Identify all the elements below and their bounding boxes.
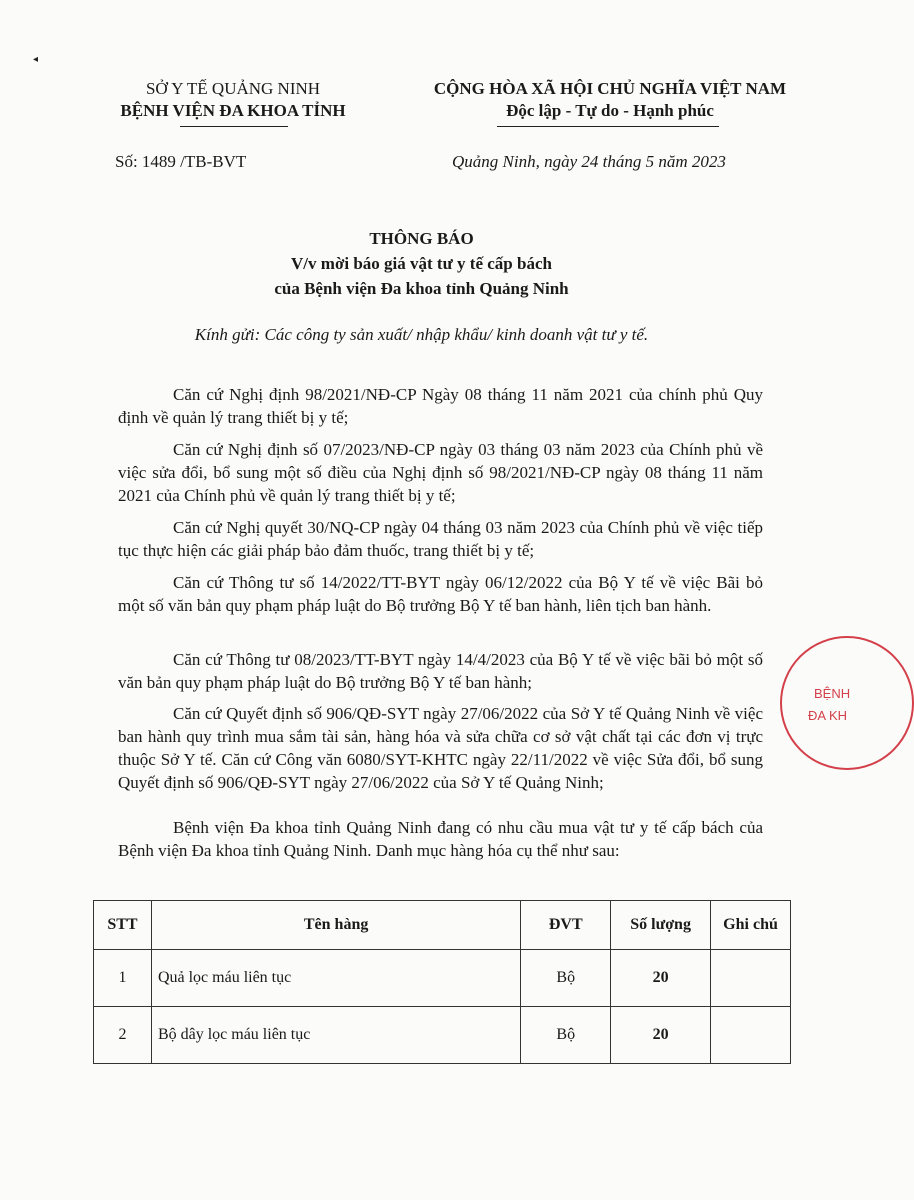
place-date: Quảng Ninh, ngày 24 tháng 5 năm 2023	[452, 152, 726, 171]
paragraph-1: Căn cứ Nghị định 98/2021/NĐ-CP Ngày 08 tháng 11 năm 2021 của chính phủ Quy định về quản lý trang thiết bị y tế;	[118, 385, 763, 427]
cell-unit: Bộ	[521, 950, 611, 1007]
header-stt: STT	[94, 901, 152, 950]
cell-stt: 2	[94, 1007, 152, 1064]
scan-mark: ◂	[33, 54, 39, 65]
items-table	[93, 900, 791, 1064]
national-header	[400, 78, 820, 122]
red-seal-stamp	[780, 636, 914, 770]
table-header-row	[94, 901, 791, 950]
motto-underline	[497, 126, 719, 127]
issuer-name: BỆNH VIỆN ĐA KHOA TỈNH	[120, 101, 346, 120]
recipient-line: Kính gửi: Các công ty sản xuất/ nhập khẩu/ kinh doanh vật tư y tế.	[194, 325, 649, 344]
table-row	[94, 1007, 791, 1064]
header-unit: ĐVT	[521, 901, 611, 950]
issuer-parent: SỞ Y TẾ QUẢNG NINH	[145, 79, 321, 98]
stamp-text-2: ĐA KH	[808, 708, 848, 723]
country-name: CỘNG HÒA XÃ HỘI CHỦ NGHĨA VIỆT NAM	[433, 79, 787, 98]
cell-note	[711, 950, 791, 1007]
cell-note	[711, 1007, 791, 1064]
cell-quantity: 20	[611, 1007, 711, 1064]
paragraph-5: Căn cứ Thông tư 08/2023/TT-BYT ngày 14/4/2023 của Bộ Y tế về việc bãi bỏ một số văn bản quy phạm pháp luật do Bộ trưởng Bộ Y tế ban hành;	[118, 650, 763, 692]
cell-item-name: Bộ dây lọc máu liên tục	[151, 1007, 520, 1064]
issuer-underline	[180, 126, 288, 127]
paragraph-6: Căn cứ Quyết định số 906/QĐ-SYT ngày 27/06/2022 của Sở Y tế Quảng Ninh về việc ban hành quy trình mua sắm tài sản, hàng hóa và sửa chữa cơ sở vật chất tại các đơn vị trực thuộc Sở Y tế. Căn cứ Công văn 6080/SYT-KHTC ngày 22/11/2022 về việc Sửa đổi, bổ sung Quyết định số 906/QĐ-SYT ngày 27/06/2022 của Sở Y tế Quảng Ninh;	[118, 704, 763, 792]
table-row	[94, 950, 791, 1007]
cell-quantity: 20	[611, 950, 711, 1007]
title-line-3: của Bệnh viện Đa khoa tỉnh Quảng Ninh	[274, 279, 569, 298]
header-note: Ghi chú	[711, 901, 791, 950]
paragraph-3: Căn cứ Nghị quyết 30/NQ-CP ngày 04 tháng 03 năm 2023 của Chính phủ về việc tiếp tục thực hiện các giải pháp bảo đảm thuốc, trang thiết bị y tế;	[118, 518, 763, 560]
title-line-1: THÔNG BÁO	[369, 229, 474, 248]
stamp-text-1: BỆNH	[814, 686, 851, 701]
header-item-name: Tên hàng	[151, 901, 520, 950]
paragraph-4: Căn cứ Thông tư số 14/2022/TT-BYT ngày 06/12/2022 của Bộ Y tế về việc Bãi bỏ một số văn bản quy phạm pháp luật do Bộ trưởng Bộ Y tế ban hành, liên tịch ban hành.	[118, 573, 763, 615]
paragraph-7: Bệnh viện Đa khoa tỉnh Quảng Ninh đang có nhu cầu mua vật tư y tế cấp bách của Bệnh viện Đa khoa tỉnh Quảng Ninh. Danh mục hàng hóa cụ thể như sau:	[118, 818, 763, 860]
cell-unit: Bộ	[521, 1007, 611, 1064]
issuer-block	[88, 78, 378, 122]
cell-item-name: Quả lọc máu liên tục	[151, 950, 520, 1007]
motto: Độc lập - Tự do - Hạnh phúc	[506, 101, 714, 120]
paragraph-2: Căn cứ Nghị định số 07/2023/NĐ-CP ngày 03 tháng 03 năm 2023 của Chính phủ về việc sửa đổi, bổ sung một số điều của Nghị định số 98/2021/NĐ-CP ngày 08 tháng 11 năm 2021 của Chính phủ về quản lý trang thiết bị y tế;	[118, 440, 763, 505]
document-title	[0, 226, 843, 301]
header-quantity: Số lượng	[611, 901, 711, 950]
document-number: Số: 1489 /TB-BVT	[115, 152, 247, 171]
cell-stt: 1	[94, 950, 152, 1007]
title-line-2: V/v mời báo giá vật tư y tế cấp bách	[291, 254, 552, 273]
